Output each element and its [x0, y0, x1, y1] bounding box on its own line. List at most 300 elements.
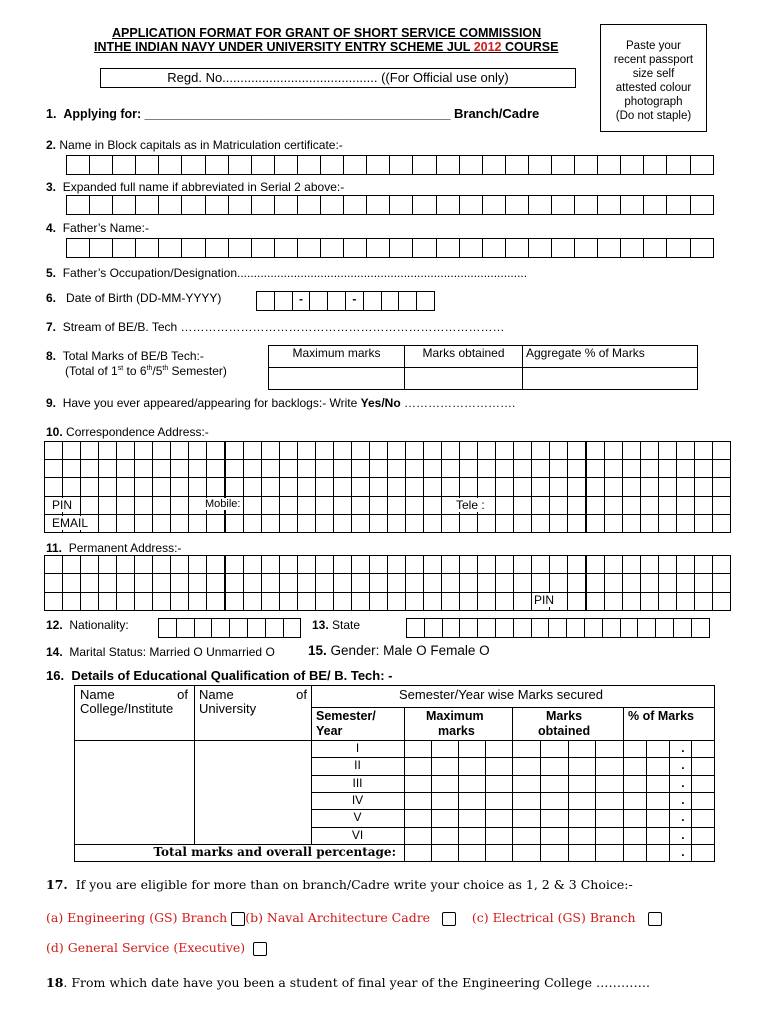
grid-cell[interactable]: [321, 195, 344, 215]
grid-cell[interactable]: [90, 195, 113, 215]
address-cell[interactable]: [134, 441, 153, 460]
address-cell[interactable]: [188, 477, 207, 496]
address-cell[interactable]: [531, 477, 550, 496]
address-cell[interactable]: [405, 459, 424, 478]
grid-cell[interactable]: [460, 155, 483, 175]
address-cell[interactable]: [586, 592, 605, 611]
address-cell[interactable]: [44, 477, 63, 496]
q6-dob-grid[interactable]: [256, 291, 435, 311]
address-cell[interactable]: [423, 592, 442, 611]
address-cell[interactable]: [676, 477, 695, 496]
address-cell[interactable]: [297, 477, 316, 496]
address-cell[interactable]: [333, 592, 352, 611]
address-cell[interactable]: [477, 573, 496, 592]
address-cell[interactable]: [441, 573, 460, 592]
grid-cell[interactable]: [367, 195, 390, 215]
address-cell[interactable]: [279, 573, 298, 592]
grid-cell[interactable]: [266, 618, 284, 638]
address-cell[interactable]: [423, 477, 442, 496]
grid-cell[interactable]: [257, 291, 275, 311]
choice-engineering-checkbox[interactable]: [231, 912, 245, 926]
grid-cell[interactable]: [252, 238, 275, 258]
grid-cell[interactable]: [437, 155, 460, 175]
address-cell[interactable]: [279, 592, 298, 611]
address-cell[interactable]: [658, 573, 677, 592]
address-cell[interactable]: [387, 514, 406, 533]
address-cell[interactable]: [387, 459, 406, 478]
grid-cell[interactable]: [460, 238, 483, 258]
address-cell[interactable]: [531, 573, 550, 592]
address-cell[interactable]: [531, 459, 550, 478]
address-cell[interactable]: [658, 514, 677, 533]
address-cell[interactable]: [134, 459, 153, 478]
q1-applying-for[interactable]: 1. Applying for: ____________________________________________ Branch/Cadre: [46, 106, 540, 121]
address-cell[interactable]: [622, 459, 641, 478]
address-cell[interactable]: [98, 555, 117, 574]
address-cell[interactable]: [423, 555, 442, 574]
q4-father-name-grid[interactable]: [66, 238, 714, 258]
grid-cell[interactable]: [575, 155, 598, 175]
address-cell[interactable]: [423, 496, 442, 515]
address-cell[interactable]: [315, 459, 334, 478]
address-cell[interactable]: [279, 459, 298, 478]
address-cell[interactable]: [44, 459, 63, 478]
address-cell[interactable]: [423, 573, 442, 592]
q15-gender[interactable]: 15. Gender: Male O Female O: [308, 643, 490, 658]
grid-cell[interactable]: [136, 155, 159, 175]
address-cell[interactable]: [134, 496, 153, 515]
address-cell[interactable]: [351, 459, 370, 478]
address-cell[interactable]: [315, 441, 334, 460]
grid-cell[interactable]: [506, 238, 529, 258]
address-cell[interactable]: [622, 514, 641, 533]
address-cell[interactable]: [80, 459, 99, 478]
grid-cell[interactable]: [113, 155, 136, 175]
address-cell[interactable]: [279, 477, 298, 496]
address-cell[interactable]: [351, 441, 370, 460]
grid-cell[interactable]: [529, 195, 552, 215]
grid-cell[interactable]: [182, 155, 205, 175]
address-cell[interactable]: [351, 555, 370, 574]
grid-cell[interactable]: [275, 155, 298, 175]
grid-cell[interactable]: -: [293, 291, 311, 311]
q2-name-grid[interactable]: [66, 155, 714, 175]
address-cell[interactable]: [604, 514, 623, 533]
address-cell[interactable]: [134, 514, 153, 533]
grid-cell[interactable]: [206, 238, 229, 258]
address-cell[interactable]: [62, 441, 81, 460]
grid-cell[interactable]: [514, 618, 532, 638]
address-cell[interactable]: [459, 592, 478, 611]
address-cell[interactable]: [477, 441, 496, 460]
address-cell[interactable]: [604, 555, 623, 574]
address-cell[interactable]: [116, 496, 135, 515]
address-cell[interactable]: [387, 441, 406, 460]
address-cell[interactable]: [315, 592, 334, 611]
address-cell[interactable]: [531, 496, 550, 515]
address-cell[interactable]: [206, 555, 225, 574]
address-cell[interactable]: [477, 459, 496, 478]
address-cell[interactable]: [62, 573, 81, 592]
address-cell[interactable]: [297, 555, 316, 574]
address-cell[interactable]: [279, 441, 298, 460]
grid-cell[interactable]: [621, 618, 639, 638]
address-cell[interactable]: [206, 573, 225, 592]
address-cell[interactable]: [477, 555, 496, 574]
address-cell[interactable]: [333, 441, 352, 460]
address-cell[interactable]: [98, 573, 117, 592]
address-cell[interactable]: [441, 514, 460, 533]
grid-cell[interactable]: [575, 195, 598, 215]
address-cell[interactable]: [98, 514, 117, 533]
grid-cell[interactable]: [552, 195, 575, 215]
q8-obtained-input[interactable]: [405, 368, 523, 390]
address-cell[interactable]: [531, 514, 550, 533]
grid-cell[interactable]: [390, 195, 413, 215]
address-cell[interactable]: [261, 555, 280, 574]
address-cell[interactable]: [658, 496, 677, 515]
grid-cell[interactable]: [275, 238, 298, 258]
address-cell[interactable]: [243, 592, 262, 611]
address-cell[interactable]: [351, 592, 370, 611]
address-cell[interactable]: [116, 555, 135, 574]
address-cell[interactable]: [297, 573, 316, 592]
address-cell[interactable]: [279, 496, 298, 515]
address-cell[interactable]: [567, 441, 586, 460]
choice-naval-checkbox[interactable]: [442, 912, 456, 926]
address-cell[interactable]: [44, 441, 63, 460]
address-cell[interactable]: [459, 514, 478, 533]
grid-cell[interactable]: [506, 195, 529, 215]
address-cell[interactable]: [549, 441, 568, 460]
address-cell[interactable]: [170, 459, 189, 478]
grid-cell[interactable]: -: [346, 291, 364, 311]
grid-cell[interactable]: [437, 195, 460, 215]
address-cell[interactable]: [676, 496, 695, 515]
address-cell[interactable]: [622, 477, 641, 496]
address-cell[interactable]: [261, 496, 280, 515]
address-cell[interactable]: [315, 496, 334, 515]
grid-cell[interactable]: [598, 195, 621, 215]
address-cell[interactable]: [44, 555, 63, 574]
address-cell[interactable]: [387, 573, 406, 592]
address-cell[interactable]: [441, 477, 460, 496]
grid-cell[interactable]: [67, 195, 90, 215]
address-cell[interactable]: [405, 573, 424, 592]
grid-cell[interactable]: [113, 195, 136, 215]
address-cell[interactable]: [477, 477, 496, 496]
grid-cell[interactable]: [67, 155, 90, 175]
address-cell[interactable]: [405, 514, 424, 533]
grid-cell[interactable]: [212, 618, 230, 638]
grid-cell[interactable]: [364, 291, 382, 311]
address-cell[interactable]: [243, 555, 262, 574]
grid-cell[interactable]: [67, 238, 90, 258]
grid-cell[interactable]: [621, 195, 644, 215]
address-cell[interactable]: [549, 555, 568, 574]
address-cell[interactable]: [676, 573, 695, 592]
grid-cell[interactable]: [692, 618, 710, 638]
grid-cell[interactable]: [321, 155, 344, 175]
address-cell[interactable]: [243, 477, 262, 496]
grid-cell[interactable]: [136, 238, 159, 258]
address-cell[interactable]: [351, 514, 370, 533]
address-cell[interactable]: [405, 477, 424, 496]
grid-cell[interactable]: [206, 195, 229, 215]
address-cell[interactable]: [98, 592, 117, 611]
address-cell[interactable]: [134, 477, 153, 496]
q14-marital[interactable]: 14. Marital Status: Married O Unmarried O: [46, 645, 275, 659]
address-cell[interactable]: [604, 459, 623, 478]
address-cell[interactable]: [513, 514, 532, 533]
address-cell[interactable]: [387, 477, 406, 496]
address-cell[interactable]: [80, 555, 99, 574]
grid-cell[interactable]: [585, 618, 603, 638]
address-cell[interactable]: [243, 514, 262, 533]
address-cell[interactable]: [567, 555, 586, 574]
address-cell[interactable]: [622, 555, 641, 574]
grid-cell[interactable]: [390, 238, 413, 258]
address-cell[interactable]: [206, 514, 225, 533]
grid-cell[interactable]: [328, 291, 346, 311]
address-cell[interactable]: [351, 477, 370, 496]
grid-cell[interactable]: [529, 155, 552, 175]
grid-cell[interactable]: [567, 618, 585, 638]
address-cell[interactable]: [658, 592, 677, 611]
address-cell[interactable]: [640, 477, 659, 496]
grid-cell[interactable]: [177, 618, 195, 638]
grid-cell[interactable]: [113, 238, 136, 258]
address-cell[interactable]: [152, 592, 171, 611]
address-cell[interactable]: [694, 496, 713, 515]
address-cell[interactable]: [315, 514, 334, 533]
address-cell[interactable]: [333, 555, 352, 574]
grid-cell[interactable]: [136, 195, 159, 215]
address-cell[interactable]: [495, 555, 514, 574]
grid-cell[interactable]: [298, 238, 321, 258]
address-cell[interactable]: [387, 555, 406, 574]
address-cell[interactable]: [676, 555, 695, 574]
grid-cell[interactable]: [552, 238, 575, 258]
address-cell[interactable]: [513, 441, 532, 460]
grid-cell[interactable]: [344, 155, 367, 175]
address-cell[interactable]: [333, 514, 352, 533]
address-cell[interactable]: [441, 441, 460, 460]
address-cell[interactable]: [297, 514, 316, 533]
grid-cell[interactable]: [598, 238, 621, 258]
address-cell[interactable]: [297, 592, 316, 611]
grid-cell[interactable]: [159, 618, 177, 638]
address-cell[interactable]: [98, 496, 117, 515]
address-cell[interactable]: [567, 573, 586, 592]
address-cell[interactable]: [405, 555, 424, 574]
address-cell[interactable]: [333, 573, 352, 592]
address-cell[interactable]: [586, 514, 605, 533]
address-cell[interactable]: [98, 459, 117, 478]
address-cell[interactable]: [694, 555, 713, 574]
address-cell[interactable]: [333, 459, 352, 478]
address-cell[interactable]: [694, 592, 713, 611]
address-cell[interactable]: [640, 555, 659, 574]
address-cell[interactable]: [694, 514, 713, 533]
grid-cell[interactable]: [182, 238, 205, 258]
address-cell[interactable]: [640, 441, 659, 460]
address-cell[interactable]: [152, 573, 171, 592]
grid-cell[interactable]: [674, 618, 692, 638]
address-cell[interactable]: [80, 441, 99, 460]
address-cell[interactable]: [315, 477, 334, 496]
address-cell[interactable]: [459, 441, 478, 460]
grid-cell[interactable]: [382, 291, 400, 311]
address-cell[interactable]: [225, 441, 244, 460]
address-cell[interactable]: [549, 573, 568, 592]
grid-cell[interactable]: [667, 155, 690, 175]
grid-cell[interactable]: [478, 618, 496, 638]
grid-cell[interactable]: [483, 155, 506, 175]
address-cell[interactable]: [477, 592, 496, 611]
address-cell[interactable]: [712, 555, 731, 574]
address-cell[interactable]: [188, 441, 207, 460]
address-cell[interactable]: [586, 573, 605, 592]
address-cell[interactable]: [261, 573, 280, 592]
address-cell[interactable]: [586, 441, 605, 460]
address-cell[interactable]: [170, 514, 189, 533]
address-cell[interactable]: [261, 592, 280, 611]
grid-cell[interactable]: [532, 618, 550, 638]
address-cell[interactable]: [351, 496, 370, 515]
grid-cell[interactable]: [230, 618, 248, 638]
address-cell[interactable]: [188, 592, 207, 611]
address-cell[interactable]: [622, 573, 641, 592]
address-cell[interactable]: [712, 441, 731, 460]
grid-cell[interactable]: [437, 238, 460, 258]
address-cell[interactable]: [369, 573, 388, 592]
grid-cell[interactable]: [425, 618, 443, 638]
address-cell[interactable]: [531, 555, 550, 574]
address-cell[interactable]: [495, 477, 514, 496]
grid-cell[interactable]: [252, 195, 275, 215]
address-cell[interactable]: [549, 496, 568, 515]
address-cell[interactable]: [567, 496, 586, 515]
address-cell[interactable]: [369, 555, 388, 574]
q12-nationality-grid[interactable]: [158, 618, 301, 638]
grid-cell[interactable]: [483, 238, 506, 258]
grid-cell[interactable]: [644, 238, 667, 258]
address-cell[interactable]: [604, 477, 623, 496]
grid-cell[interactable]: [367, 155, 390, 175]
address-cell[interactable]: [658, 555, 677, 574]
grid-cell[interactable]: [344, 238, 367, 258]
address-cell[interactable]: [225, 477, 244, 496]
grid-cell[interactable]: [90, 238, 113, 258]
address-cell[interactable]: [694, 573, 713, 592]
grid-cell[interactable]: [603, 618, 621, 638]
address-cell[interactable]: [369, 592, 388, 611]
address-cell[interactable]: [658, 441, 677, 460]
address-cell[interactable]: [549, 459, 568, 478]
address-cell[interactable]: [188, 573, 207, 592]
address-cell[interactable]: [676, 441, 695, 460]
q13-state-grid[interactable]: [406, 618, 710, 638]
address-cell[interactable]: [116, 514, 135, 533]
address-cell[interactable]: [225, 573, 244, 592]
address-cell[interactable]: [676, 514, 695, 533]
address-cell[interactable]: [549, 477, 568, 496]
grid-cell[interactable]: [159, 155, 182, 175]
address-cell[interactable]: [604, 573, 623, 592]
grid-cell[interactable]: [656, 618, 674, 638]
grid-cell[interactable]: [399, 291, 417, 311]
address-cell[interactable]: [297, 496, 316, 515]
address-cell[interactable]: [513, 592, 532, 611]
address-cell[interactable]: [80, 573, 99, 592]
address-cell[interactable]: [134, 573, 153, 592]
address-cell[interactable]: [116, 441, 135, 460]
address-cell[interactable]: [622, 496, 641, 515]
address-cell[interactable]: [170, 441, 189, 460]
grid-cell[interactable]: [691, 238, 714, 258]
address-cell[interactable]: [441, 592, 460, 611]
address-cell[interactable]: [206, 441, 225, 460]
address-cell[interactable]: [243, 441, 262, 460]
address-cell[interactable]: [225, 459, 244, 478]
grid-cell[interactable]: [275, 291, 293, 311]
address-cell[interactable]: [658, 459, 677, 478]
grid-cell[interactable]: [298, 195, 321, 215]
grid-cell[interactable]: [443, 618, 461, 638]
q8-aggregate-input[interactable]: [523, 368, 698, 390]
grid-cell[interactable]: [159, 195, 182, 215]
address-cell[interactable]: [567, 459, 586, 478]
grid-cell[interactable]: [298, 155, 321, 175]
grid-cell[interactable]: [248, 618, 266, 638]
address-cell[interactable]: [152, 441, 171, 460]
address-cell[interactable]: [62, 477, 81, 496]
address-cell[interactable]: [80, 592, 99, 611]
address-cell[interactable]: [549, 514, 568, 533]
address-cell[interactable]: [297, 441, 316, 460]
grid-cell[interactable]: [552, 155, 575, 175]
address-cell[interactable]: [658, 477, 677, 496]
grid-cell[interactable]: [206, 155, 229, 175]
address-cell[interactable]: [405, 441, 424, 460]
address-cell[interactable]: [369, 514, 388, 533]
address-cell[interactable]: [531, 441, 550, 460]
address-cell[interactable]: [152, 514, 171, 533]
grid-cell[interactable]: [413, 238, 436, 258]
address-cell[interactable]: [495, 514, 514, 533]
address-cell[interactable]: [170, 555, 189, 574]
address-cell[interactable]: [513, 496, 532, 515]
grid-cell[interactable]: [90, 155, 113, 175]
address-cell[interactable]: [567, 514, 586, 533]
grid-cell[interactable]: [667, 195, 690, 215]
address-cell[interactable]: [513, 573, 532, 592]
address-cell[interactable]: [261, 477, 280, 496]
address-cell[interactable]: [206, 477, 225, 496]
address-cell[interactable]: [423, 441, 442, 460]
grid-cell[interactable]: [390, 155, 413, 175]
address-cell[interactable]: [225, 514, 244, 533]
address-cell[interactable]: [188, 555, 207, 574]
address-cell[interactable]: [261, 441, 280, 460]
grid-cell[interactable]: [621, 238, 644, 258]
grid-cell[interactable]: [229, 238, 252, 258]
q8-max-input[interactable]: [269, 368, 405, 390]
grid-cell[interactable]: [413, 195, 436, 215]
address-cell[interactable]: [423, 459, 442, 478]
address-cell[interactable]: [351, 573, 370, 592]
